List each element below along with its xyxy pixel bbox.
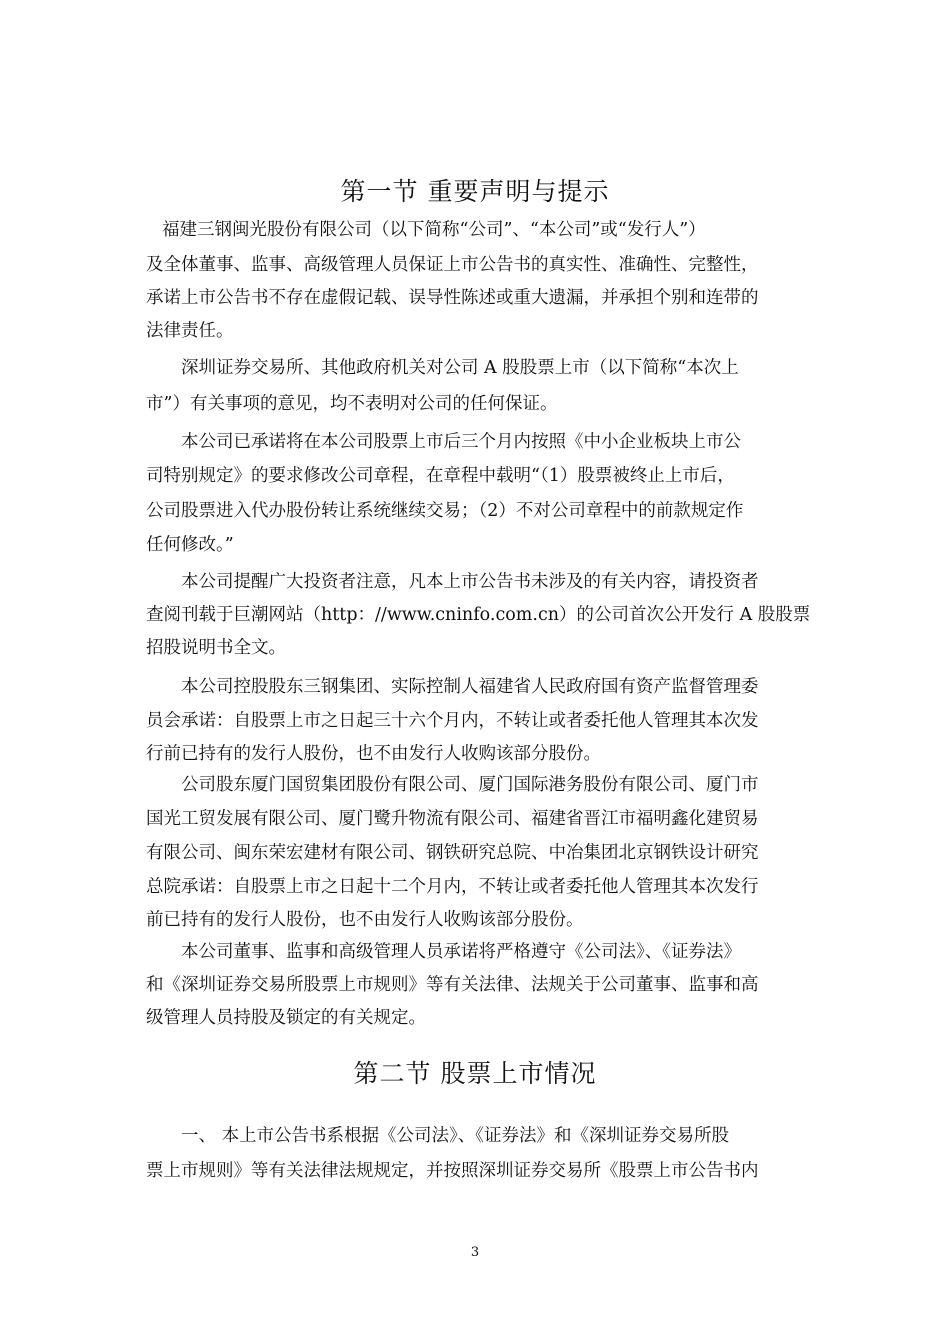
section-1-title: 第一节 重要声明与提示: [340, 177, 610, 206]
paragraph-line: 国光工贸发展有限公司、厦门鹭升物流有限公司、福建省晋江市福明鑫化建贸易: [146, 809, 759, 829]
section-2-title: 第二节 股票上市情况: [353, 1059, 597, 1088]
paragraph-line: 一、 本上市公告书系根据《公司法》、《证券法》和《深圳证券交易所股: [181, 1126, 730, 1146]
paragraph-line: 深圳证券交易所、其他政府机关对公司 A 股股票上市（以下简称“本次上: [181, 358, 739, 378]
paragraph-line: 有限公司、闽东荣宏建材有限公司、钢铁研究总院、中冶集团北京钢铁设计研究: [146, 843, 759, 863]
page-number: 3: [470, 1245, 480, 1260]
paragraph-line: 票上市规则》等有关法律法规规定，并按照深圳证券交易所《股票上市公告书内: [146, 1161, 759, 1181]
paragraph-line: 招股说明书全文。: [146, 638, 286, 658]
paragraph-line: 总院承诺：自股票上市之日起十二个月内，不转让或者委托他人管理其本次发行: [146, 877, 759, 897]
paragraph-line: 前已持有的发行人股份，也不由发行人收购该部分股份。: [146, 910, 584, 930]
paragraph-line: 公司股东厦门国贸集团股份有限公司、厦门国际港务股份有限公司、厦门市: [181, 775, 759, 795]
paragraph-line: 任何修改。”: [146, 535, 234, 555]
paragraph-line: 本公司提醒广大投资者注意，凡本上市公告书未涉及的有关内容，请投资者: [181, 572, 759, 592]
paragraph-line: 及全体董事、监事、高级管理人员保证上市公告书的真实性、准确性、完整性，: [146, 255, 759, 275]
paragraph-line: 查阅刊载于巨潮网站（http：//www.cninfo.com.cn）的公司首次公开发行 A 股股票: [146, 605, 811, 625]
paragraph-line: 公司股票进入代办股份转让系统继续交易；（2）不对公司章程中的前款规定作: [146, 501, 744, 521]
paragraph-line: 和《深圳证券交易所股票上市规则》等有关法律、法规关于公司董事、监事和高: [146, 975, 759, 995]
paragraph-line: 本公司控股股东三钢集团、实际控制人福建省人民政府国有资产监督管理委: [181, 677, 759, 697]
paragraph-line: 法律责任。: [146, 321, 234, 341]
paragraph-line: 级管理人员持股及锁定的有关规定。: [146, 1008, 426, 1028]
paragraph-line: 福建三钢闽光股份有限公司（以下简称“公司”、“本公司”或“发行人”）: [162, 220, 706, 240]
paragraph-line: 市”）有关事项的意见，均不表明对公司的任何保证。: [146, 394, 558, 414]
paragraph-line: 司特别规定》的要求修改公司章程，在章程中载明“（1）股票被终止上市后，: [146, 466, 735, 486]
paragraph-line: 员会承诺：自股票上市之日起三十六个月内，不转让或者委托他人管理其本次发: [146, 711, 759, 731]
paragraph-line: 本公司已承诺将在本公司股票上市后三个月内按照《中小企业板块上市公: [181, 432, 741, 452]
paragraph-line: 承诺上市公告书不存在虚假记载、误导性陈述或重大遗漏，并承担个别和连带的: [146, 288, 759, 308]
paragraph-line: 本公司董事、监事和高级管理人员承诺将严格遵守《公司法》、《证券法》: [181, 942, 741, 962]
paragraph-line: 行前已持有的发行人股份，也不由发行人收购该部分股份。: [146, 744, 601, 764]
